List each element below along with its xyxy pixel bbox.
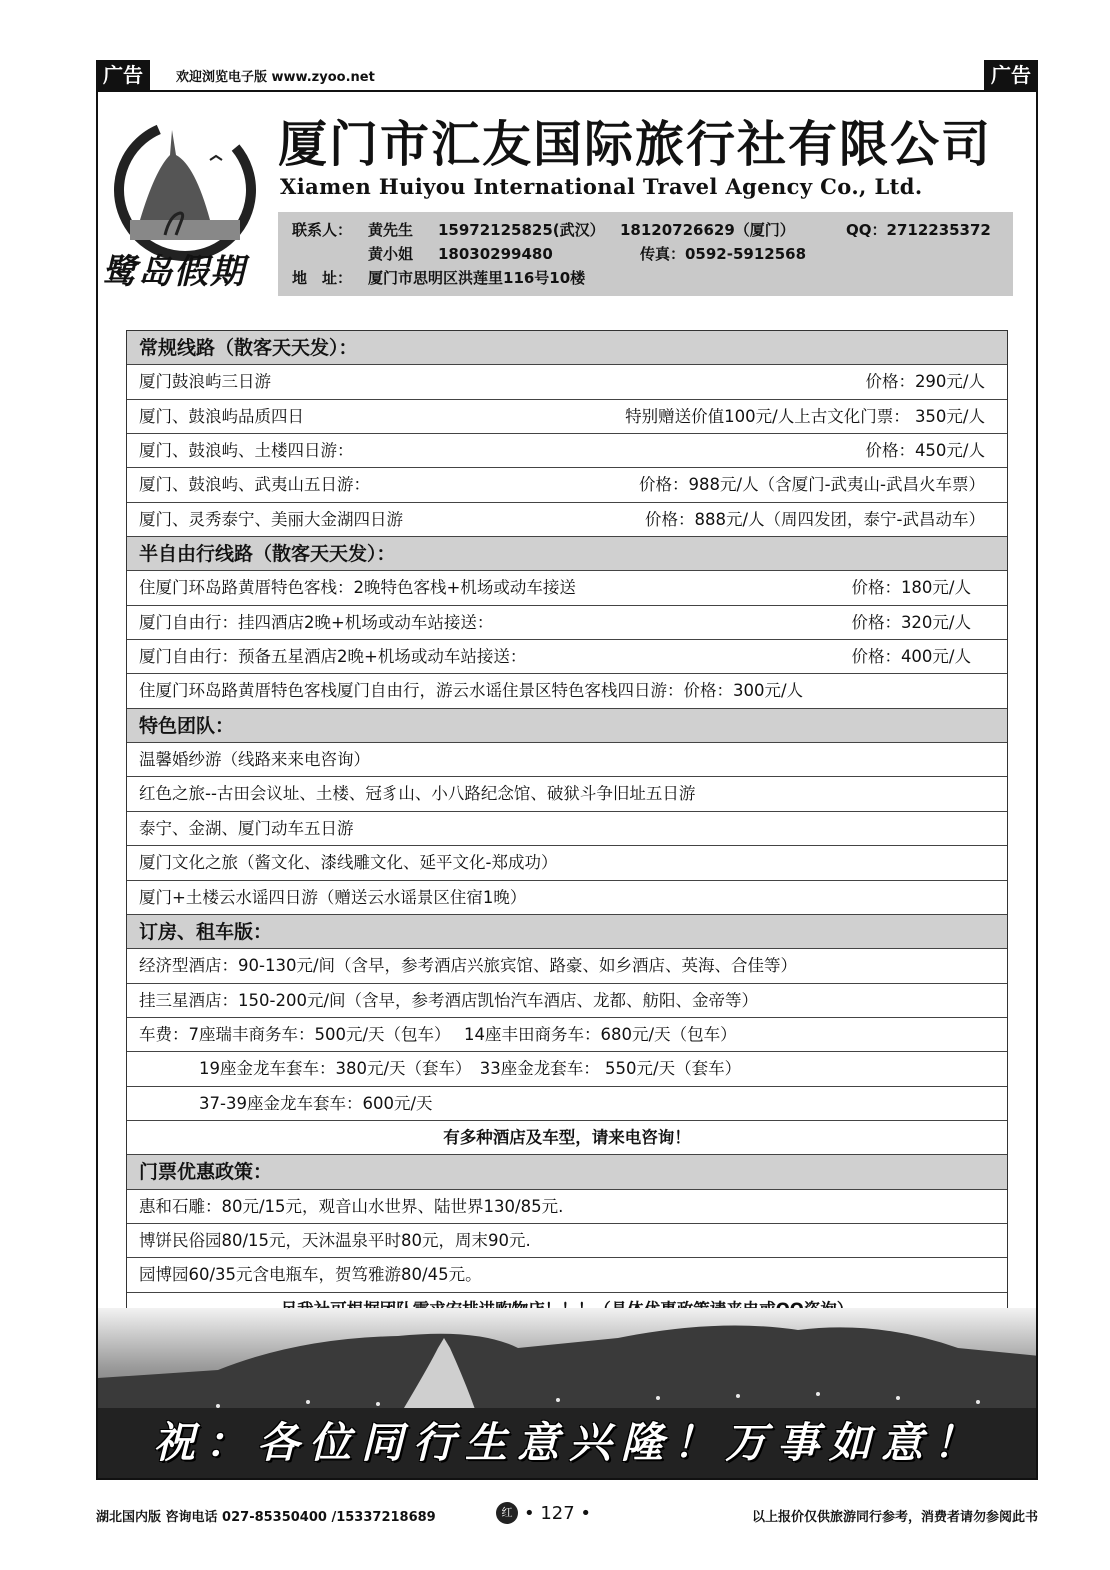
logo-caption: 鹭岛假期 (102, 252, 246, 292)
contact-box (278, 212, 1013, 296)
contact-person-2: 黄小姐 (368, 245, 414, 263)
table-row: 住厦门环岛路黄厝特色客栈：2晚特色客栈+机场或动车接送 价格：180元/人 (127, 571, 1007, 605)
footer-edition-contact: 湖北国内版 咨询电话 027-85350400 /15337218689 (96, 1510, 436, 1525)
table-row: 厦门、鼓浪屿、土楼四日游： 价格：450元/人 (127, 434, 1007, 468)
price-table (126, 330, 1008, 1328)
page-number-text: • 127 • (524, 1502, 592, 1524)
footer-disclaimer: 以上报价仅供旅游同行参考，消费者请勿参阅此书 (751, 1510, 1038, 1525)
table-row: 厦门、鼓浪屿、武夷山五日游： 价格：988元/人（含厦门-武夷山-武昌火车票） (127, 468, 1007, 502)
contact-phone-1: 15972125825(武汉） (438, 221, 605, 239)
section-title-regular: 常规线路（散客天天发）： (127, 331, 1007, 365)
contact-fax: 传真：0592-5912568 (640, 245, 807, 263)
section-title-booking: 订房、租车版： (127, 915, 1007, 949)
table-row: 厦门+土楼云水谣四日游（赠送云水谣景区住宿1晚） (127, 881, 1007, 915)
contact-person-1: 黄先生 (368, 221, 414, 239)
table-row: 37-39座金龙车套车：600元/天 (127, 1087, 1007, 1121)
table-row: 厦门文化之旅（酱文化、漆线雕文化、延平文化-郑成功） (127, 846, 1007, 880)
table-row: 博饼民俗园80/15元，天沐温泉平时80元，周末90元. (127, 1224, 1007, 1258)
contact-phone-2: 18120726629（厦门） (620, 221, 795, 239)
welcome-text: 欢迎浏览电子版 www.zyoo.net (176, 70, 375, 85)
contact-label: 联系人： (292, 221, 353, 239)
section-title-semi: 半自由行线路（散客天天发）： (127, 537, 1007, 571)
advertisement-frame (96, 90, 1038, 1480)
ad-tag-right: 广告 (984, 60, 1038, 90)
table-row: 厦门鼓浪屿三日游 价格：290元/人 (127, 365, 1007, 399)
table-row: 挂三星酒店：150-200元/间（含早，参考酒店凯怡汽车酒店、龙都、舫阳、金帝等） (127, 984, 1007, 1018)
booking-notice: 有多种酒店及车型，请来电咨询！ (127, 1121, 1007, 1155)
section-title-tickets: 门票优惠政策： (127, 1155, 1007, 1189)
company-name-cn: 厦门市汇友国际旅行社有限公司 (278, 116, 993, 173)
section-title-special: 特色团队： (127, 709, 1007, 743)
table-row: 温馨婚纱游（线路来来电咨询） (127, 743, 1007, 777)
slogan: 祝：各位同行生意兴隆！万事如意！ (152, 1418, 985, 1467)
table-row: 厦门、灵秀泰宁、美丽大金湖四日游 价格：888元/人（周四发团，泰宁-武昌动车） (127, 503, 1007, 537)
table-row: 经济型酒店：90-130元/间（含早，参考酒店兴旅宾馆、路豪、如乡酒店、英海、合佳等） (127, 949, 1007, 983)
table-row: 厦门、鼓浪屿品质四日 特别赠送价值100元/人上古文化门票： 350元/人 (127, 400, 1007, 434)
table-row: 车费：7座瑞丰商务车：500元/天（包车） 14座丰田商务车：680元/天（包车） (127, 1018, 1007, 1052)
table-row: 红色之旅--古田会议址、土楼、冠豸山、小八路纪念馆、破狱斗争旧址五日游 (127, 777, 1007, 811)
table-row: 厦门自由行：预备五星酒店2晚+机场或动车站接送： 价格：400元/人 (127, 640, 1007, 674)
table-row: 园博园60/35元含电瓶车，贺笃雅游80/45元。 (127, 1258, 1007, 1292)
ad-tag-left: 广告 (96, 60, 150, 90)
table-row: 住厦门环岛路黄厝特色客栈厦门自由行，游云水谣住景区特色客栈四日游：价格：300元/人 (127, 674, 1007, 708)
contact-phone-3: 18030299480 (438, 245, 553, 263)
contact-qq: QQ：2712235372 (846, 221, 991, 239)
edition-badge: 红 (496, 1502, 518, 1524)
footer (96, 1502, 1038, 1526)
page-number (496, 1502, 591, 1524)
company-name-en: Xiamen Huiyou International Travel Agency Co., Ltd. (280, 174, 923, 199)
address-text: 厦门市思明区洪莲里116号10楼 (368, 269, 586, 287)
top-bar (96, 60, 1038, 90)
table-row: 厦门自由行：挂四酒店2晚+机场或动车站接送： 价格：320元/人 (127, 606, 1007, 640)
table-row: 惠和石雕：80元/15元，观音山水世界、陆世界130/85元. (127, 1190, 1007, 1224)
table-row: 19座金龙车套车：380元/天（套车） 33座金龙套车： 550元/天（套车） (127, 1052, 1007, 1086)
table-row: 泰宁、金湖、厦门动车五日游 (127, 812, 1007, 846)
address-label: 地 址： (292, 269, 353, 287)
